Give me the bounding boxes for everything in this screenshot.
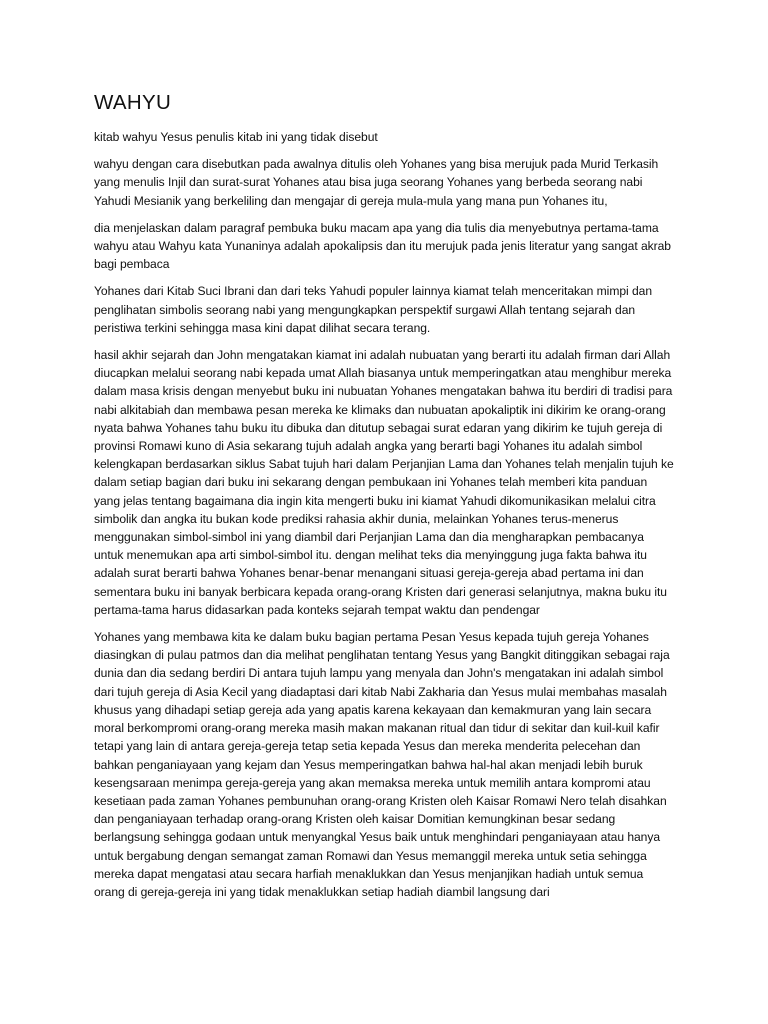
paragraph: Yohanes dari Kitab Suci Ibrani dan dari teks Yahudi populer lainnya kiamat telah menceritakan mimpi dan penglihatan simbolis seorang nabi yang mengungkapkan perspektif surgawi Allah tentang sejarah dan peristiwa terkini sehingga masa kini dapat dilihat secara terang. xyxy=(94,284,652,335)
document-title: WAHYU xyxy=(94,91,172,114)
paragraph-subtitle: kitab wahyu Yesus penulis kitab ini yang tidak disebut xyxy=(94,130,378,144)
paragraph: hasil akhir sejarah dan John mengatakan kiamat ini adalah nubuatan yang berarti itu adalah firman dari Allah diucapkan melalui seorang nabi kepada umat Allah biasanya untuk memperingatkan atau menghibur mereka dalam masa krisis dengan menyebut buku ini nubuatan Yohanes mengatakan bahwa itu berdiri di tradisi para nabi alkitabiah dan membawa pesan mereka ke klimaks dan nubuatan apokaliptik ini dikirim ke orang-orang nyata bahwa Yohanes tahu buku itu dibuka dan ditutup sebagai surat edaran yang dikirim ke tujuh gereja di provinsi Romawi kuno di Asia sekarang tujuh adalah angka yang berarti bagi Yohanes itu adalah simbol kelengkapan berdasarkan siklus Sabat tujuh hari dalam Perjanjian Lama dan Yohanes telah menjalin tujuh ke dalam setiap bagian dari buku ini sekarang dengan pembukaan ini Yohanes telah memberi kita panduan yang jelas tentang bagaimana dia ingin kita mengerti buku ini kiamat Yahudi dikomunikasikan melalui citra simbolik dan angka itu bukan kode prediksi rahasia akhir dunia, melainkan Yohanes terus-menerus menggunakan simbol-simbol ini yang diambil dari Perjanjian Lama dan dia mengharapkan pembacanya untuk menemukan apa arti simbol-simbol itu. dengan melihat teks dia menyinggung juga fakta bahwa itu adalah surat berarti bahwa Yohanes benar-benar menangani situasi gereja-gereja abad pertama ini dan sementara buku ini banyak berbicara kepada orang-orang Kristen dari generasi selanjutnya, makna buku itu pertama-tama harus didasarkan pada konteks sejarah tempat waktu dan pendengar xyxy=(94,348,674,617)
paragraph: wahyu dengan cara disebutkan pada awalnya ditulis oleh Yohanes yang bisa merujuk pada Murid Terkasih yang menulis Injil dan surat-surat Yohanes atau bisa juga seorang Yohanes yang berbeda seorang nabi Yahudi Mesianik yang berkeliling dan mengajar di gereja mula-mula yang mana pun Yohanes itu, xyxy=(94,157,659,208)
document-page xyxy=(94,90,674,910)
paragraph: dia menjelaskan dalam paragraf pembuka buku macam apa yang dia tulis dia menyebutnya pertama-tama wahyu atau Wahyu kata Yunaninya adalah apokalipsis dan itu merujuk pada jenis literatur yang sangat akrab bagi pembaca xyxy=(94,220,671,272)
paragraph: Yohanes yang membawa kita ke dalam buku bagian pertama Pesan Yesus kepada tujuh gereja Yohanes diasingkan di pulau patmos dan dia melihat penglihatan tentang Yesus yang Bangkit ditinggikan sebagai raja dunia dan dia sedang berdiri Di antara tujuh lampu yang menyala dan John's mengatakan ini adalah simbol dari tujuh gereja di Asia Kecil yang diadaptasi dari kitab Nabi Zakharia dan Yesus mulai membahas masalah khusus yang dihadapi setiap gereja ada yang apatis karena kekayaan dan kemakmuran yang lain secara moral berkompromi orang-orang mereka masih makan makanan ritual dan tidur di sekitar dan kuil-kuil kafir tetapi yang lain di antara gereja-gereja tetap setia kepada Yesus dan mereka menderita pelecehan dan bahkan penganiayaan yang kejam dan Yesus memperingatkan bahwa hal-hal akan menjadi lebih buruk kesengsaraan menimpa gereja-gereja yang akan memaksa mereka untuk memilih antara kompromi atau kesetiaan pada zaman Yohanes pembunuhan orang-orang Kristen oleh Kaisar Romawi Nero telah disahkan dan penganiayaan terhadap orang-orang Kristen oleh kaisar Domitian kemungkinan besar sedang berlangsung sehingga godaan untuk menyangkal Yesus baik untuk menghindari penganiayaan atau hanya untuk bergabung dengan semangat zaman Romawi dan Yesus memanggil mereka untuk setia sehingga mereka dapat mengatasi atau secara harfiah menaklukkan dan Yesus menjanjikan hadiah untuk semua orang di gereja-gereja ini yang tidak menaklukkan setiap hadiah diambil langsung dari xyxy=(94,630,670,899)
